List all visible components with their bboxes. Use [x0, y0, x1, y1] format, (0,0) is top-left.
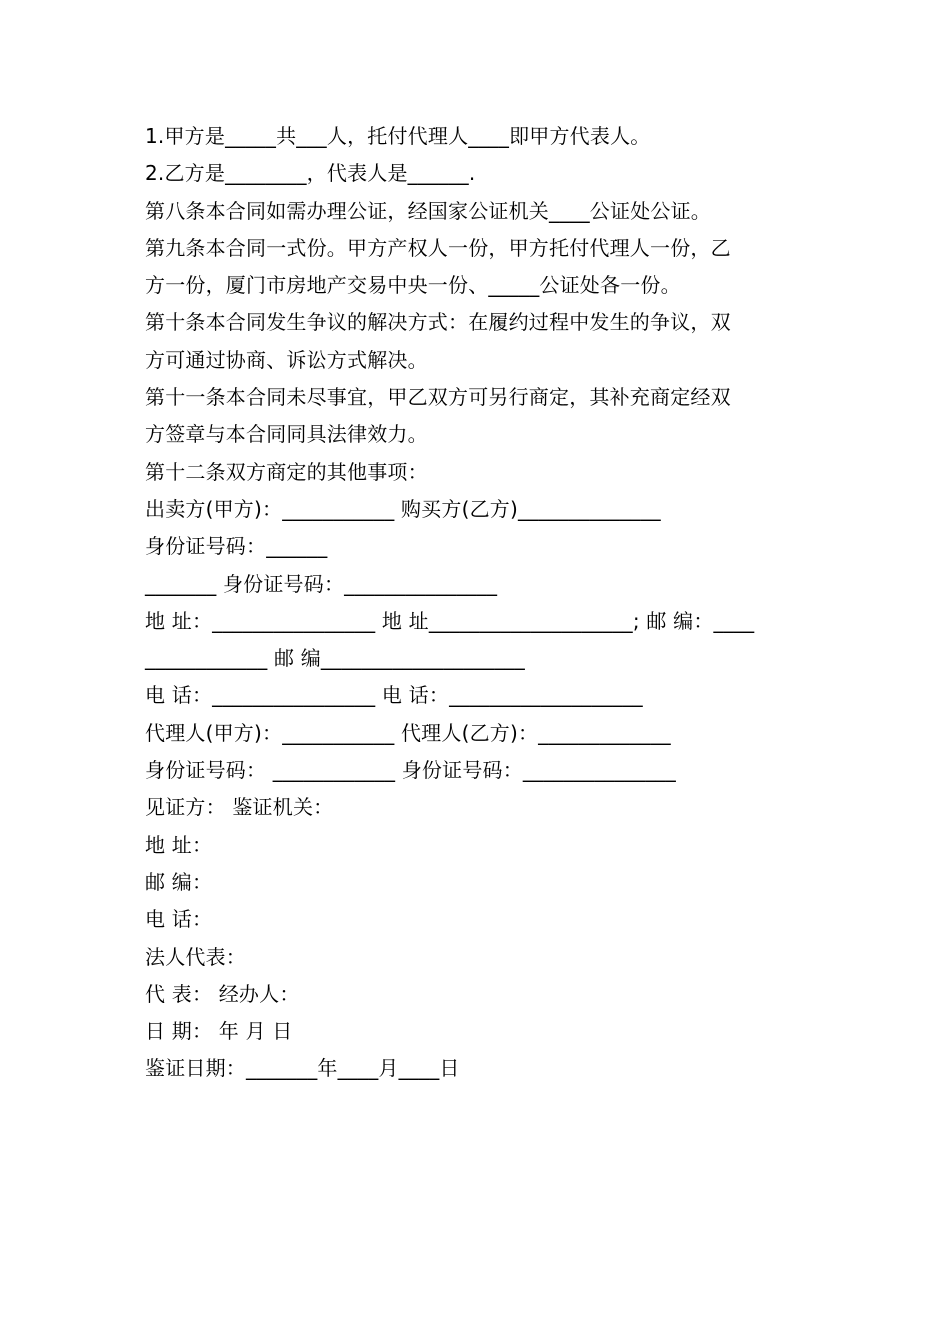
text-line: 方可通过协商、诉讼方式解决。	[145, 347, 428, 372]
text-line: 身份证号码： ____________ 身份证号码：_______________	[145, 758, 676, 783]
text-line: 代理人(甲方)：___________ 代理人(乙方)：_____________	[145, 720, 671, 745]
text-line: 法人代表：	[145, 944, 246, 969]
text-line: 鉴证日期：_______年____月____日	[145, 1056, 460, 1081]
text-line: 第十二条双方商定的其他事项：	[145, 459, 428, 484]
text-line: 电 话：________________ 电 话：___________________	[145, 683, 643, 708]
text-line: 1.甲方是_____共___人，托付代理人____即甲方代表人。	[145, 124, 651, 148]
text-line: 地 址：________________ 地 址____________________; 邮 编：____	[145, 608, 755, 633]
text-line: 2.乙方是________，代表人是______.	[145, 161, 476, 186]
text-line: 邮 编：	[145, 869, 213, 894]
text-line: 身份证号码：______	[145, 534, 328, 559]
text-line: 第九条本合同一式份。甲方产权人一份，甲方托付代理人一份，乙	[145, 235, 731, 260]
text-line: 见证方： 鉴证机关：	[145, 795, 334, 820]
text-line: ____________ 邮 编____________________	[145, 646, 525, 671]
text-line: 第十条本合同发生争议的解决方式：在履约过程中发生的争议，双	[145, 310, 731, 335]
text-line: 电 话：	[145, 907, 213, 932]
text-line: 代 表： 经办人：	[145, 981, 300, 1006]
text-line: 第八条本合同如需办理公证，经国家公证机关____公证处公证。	[145, 198, 711, 223]
text-line: 第十一条本合同未尽事宜，甲乙双方可另行商定，其补充商定经双	[145, 385, 731, 410]
text-line: 方签章与本合同同具法律效力。	[145, 422, 428, 447]
text-line: 方一份，厦门市房地产交易中央一份、_____公证处各一份。	[145, 273, 681, 298]
text-line: 地 址：	[145, 832, 213, 857]
text-line: 日 期： 年 月 日	[145, 1019, 293, 1044]
text-line: _______ 身份证号码：_______________	[145, 571, 498, 596]
text-line: 出卖方(甲方)：___________ 购买方(乙方)______________	[145, 496, 661, 521]
contract-document	[145, 118, 815, 1088]
